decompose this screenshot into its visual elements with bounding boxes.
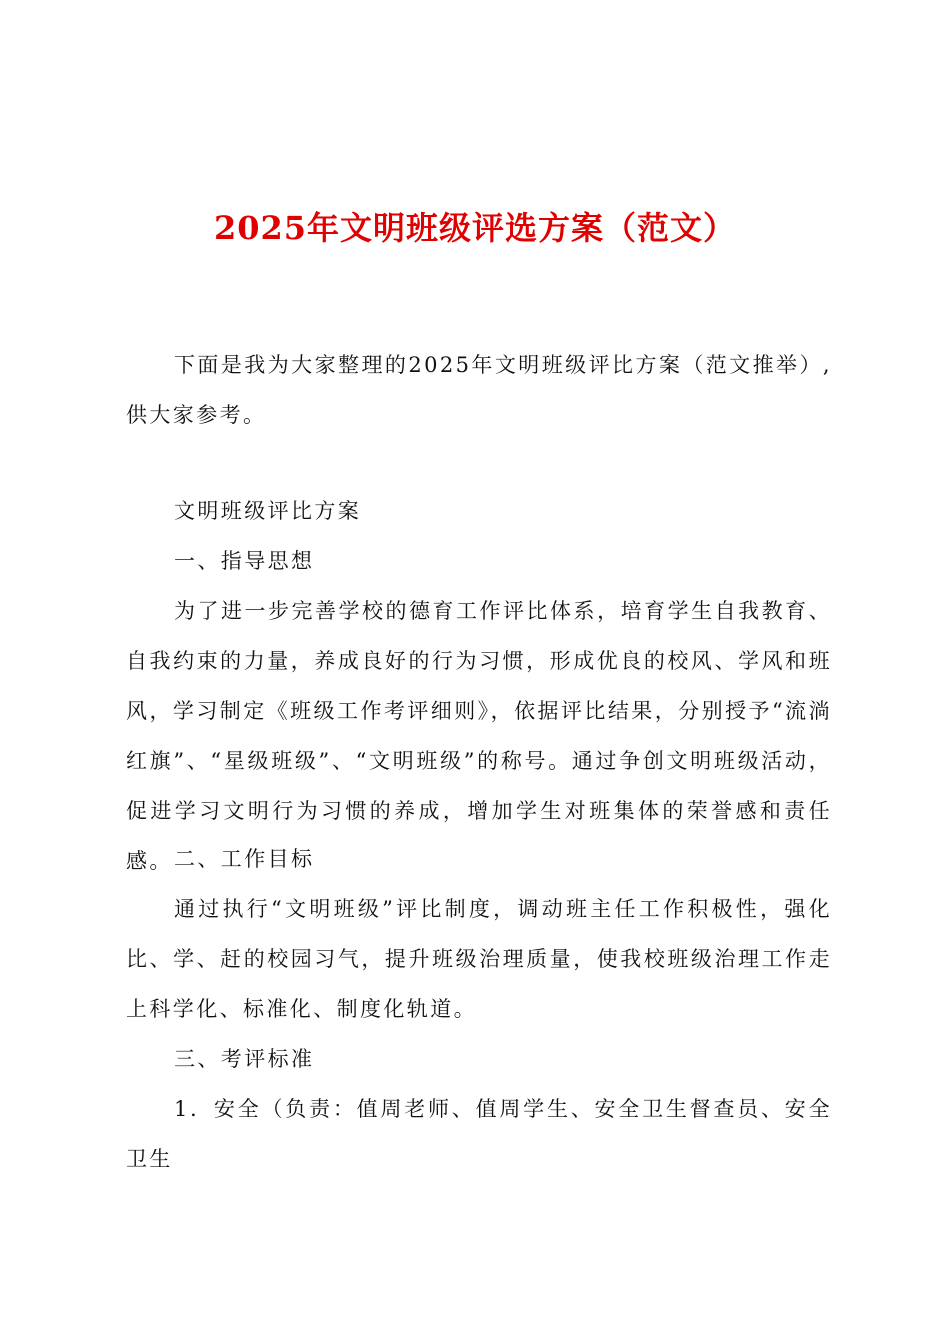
section-heading-guiding-ideology: 一、指导思想: [174, 549, 315, 573]
section-heading-work-goals: 二、工作目标: [174, 847, 315, 871]
main-heading: 文明班级评比方案: [174, 499, 362, 523]
section-body-work-goals: 通过执行“文明班级”评比制度，调动班主任工作积极性，强化比、学、赶的校园习气，提升班级治理质量，使我校班级治理工作走上科学化、标准化、制度化轨道。: [126, 897, 832, 1021]
section-body-guiding-ideology: 为了进一步完善学校的德育工作评比体系，培育学生自我教育、自我约束的力量，养成良好的行为习惯，形成优良的校风、学风和班风，学习制定《班级工作考评细则》，依据评比结果，分别授予“流淌红旗”、“星级班级”、“文明班级”的称号。通过争创文明班级活动，促进学习文明行为习惯的养成，增加学生对班集体的荣誉感和责任感。: [126, 599, 832, 873]
section-heading-evaluation-standards: 三、考评标准: [174, 1047, 315, 1071]
section-item-safety: 1．安全（负责：值周老师、值周学生、安全卫生督查员、安全卫生: [126, 1097, 832, 1171]
document-title: 2025年文明班级评选方案（范文）: [213, 209, 737, 247]
intro-paragraph: 下面是我为大家整理的2025年文明班级评比方案（范文推举）,供大家参考。: [126, 353, 832, 427]
